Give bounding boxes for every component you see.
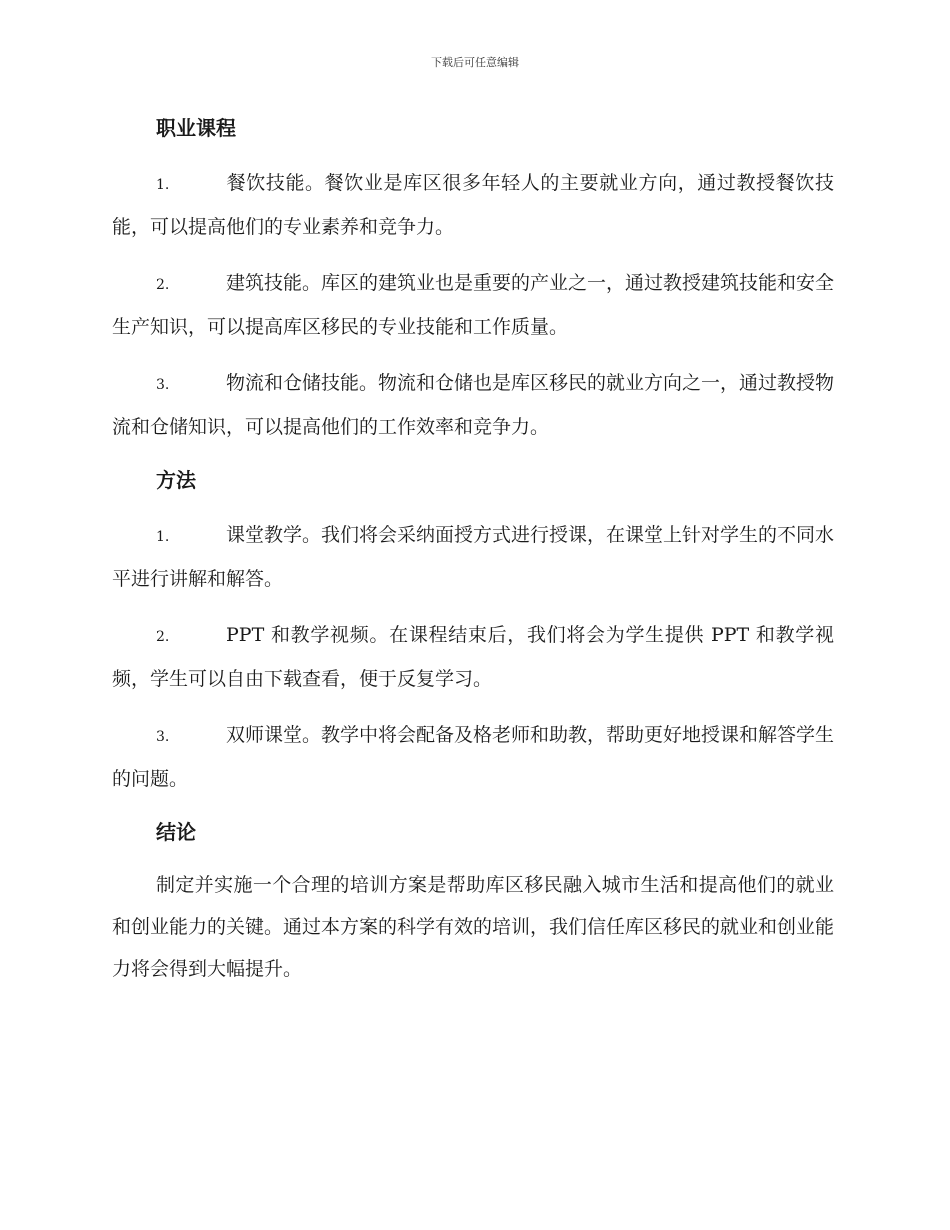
header-note: 下载后可任意编辑: [431, 56, 519, 69]
list-item-text: 课堂教学。我们将会采纳面授方式进行授课，在课堂上针对学生的不同水平进行讲解和解答。: [112, 524, 835, 590]
section-heading-vocational-courses: 职业课程: [156, 116, 236, 140]
list-item-number: 1.: [156, 529, 170, 545]
list-item-number: 3.: [156, 729, 170, 745]
list-item: [112, 714, 834, 800]
list-item-text: 建筑技能。库区的建筑业也是重要的产业之一，通过教授建筑技能和安全生产知识，可以提高库区移民的专业技能和工作质量。: [112, 272, 835, 338]
document-body: [112, 108, 834, 990]
list-item: [112, 614, 834, 700]
list-item-number: 1.: [156, 177, 170, 193]
list-item-number: 3.: [156, 377, 170, 393]
conclusion-paragraph: 制定并实施一个合理的培训方案是帮助库区移民融入城市生活和提高他们的就业和创业能力的关键。通过本方案的科学有效的培训，我们信任库区移民的就业和创业能力将会得到大幅提升。: [112, 874, 835, 980]
list-item-number: 2.: [156, 629, 170, 645]
section-heading-conclusion: 结论: [156, 820, 196, 844]
list-item-text: 物流和仓储技能。物流和仓储也是库区移民的就业方向之一，通过教授物流和仓储知识，可以提高他们的工作效率和竞争力。: [112, 372, 835, 438]
list-item-number: 2.: [156, 277, 170, 293]
list-item: [112, 162, 834, 248]
list-item: [112, 362, 834, 448]
list-item-text: 餐饮技能。餐饮业是库区很多年轻人的主要就业方向，通过教授餐饮技能，可以提高他们的专业素养和竞争力。: [112, 172, 834, 238]
list-item: [112, 262, 834, 348]
section-heading-methods: 方法: [156, 468, 196, 492]
list-item-text: 双师课堂。教学中将会配备及格老师和助教，帮助更好地授课和解答学生的问题。: [112, 724, 835, 790]
list-item-text: PPT 和教学视频。在课程结束后，我们将会为学生提供 PPT 和教学视频，学生可以自由下载查看，便于反复学习。: [112, 624, 834, 690]
list-item: [112, 514, 834, 600]
